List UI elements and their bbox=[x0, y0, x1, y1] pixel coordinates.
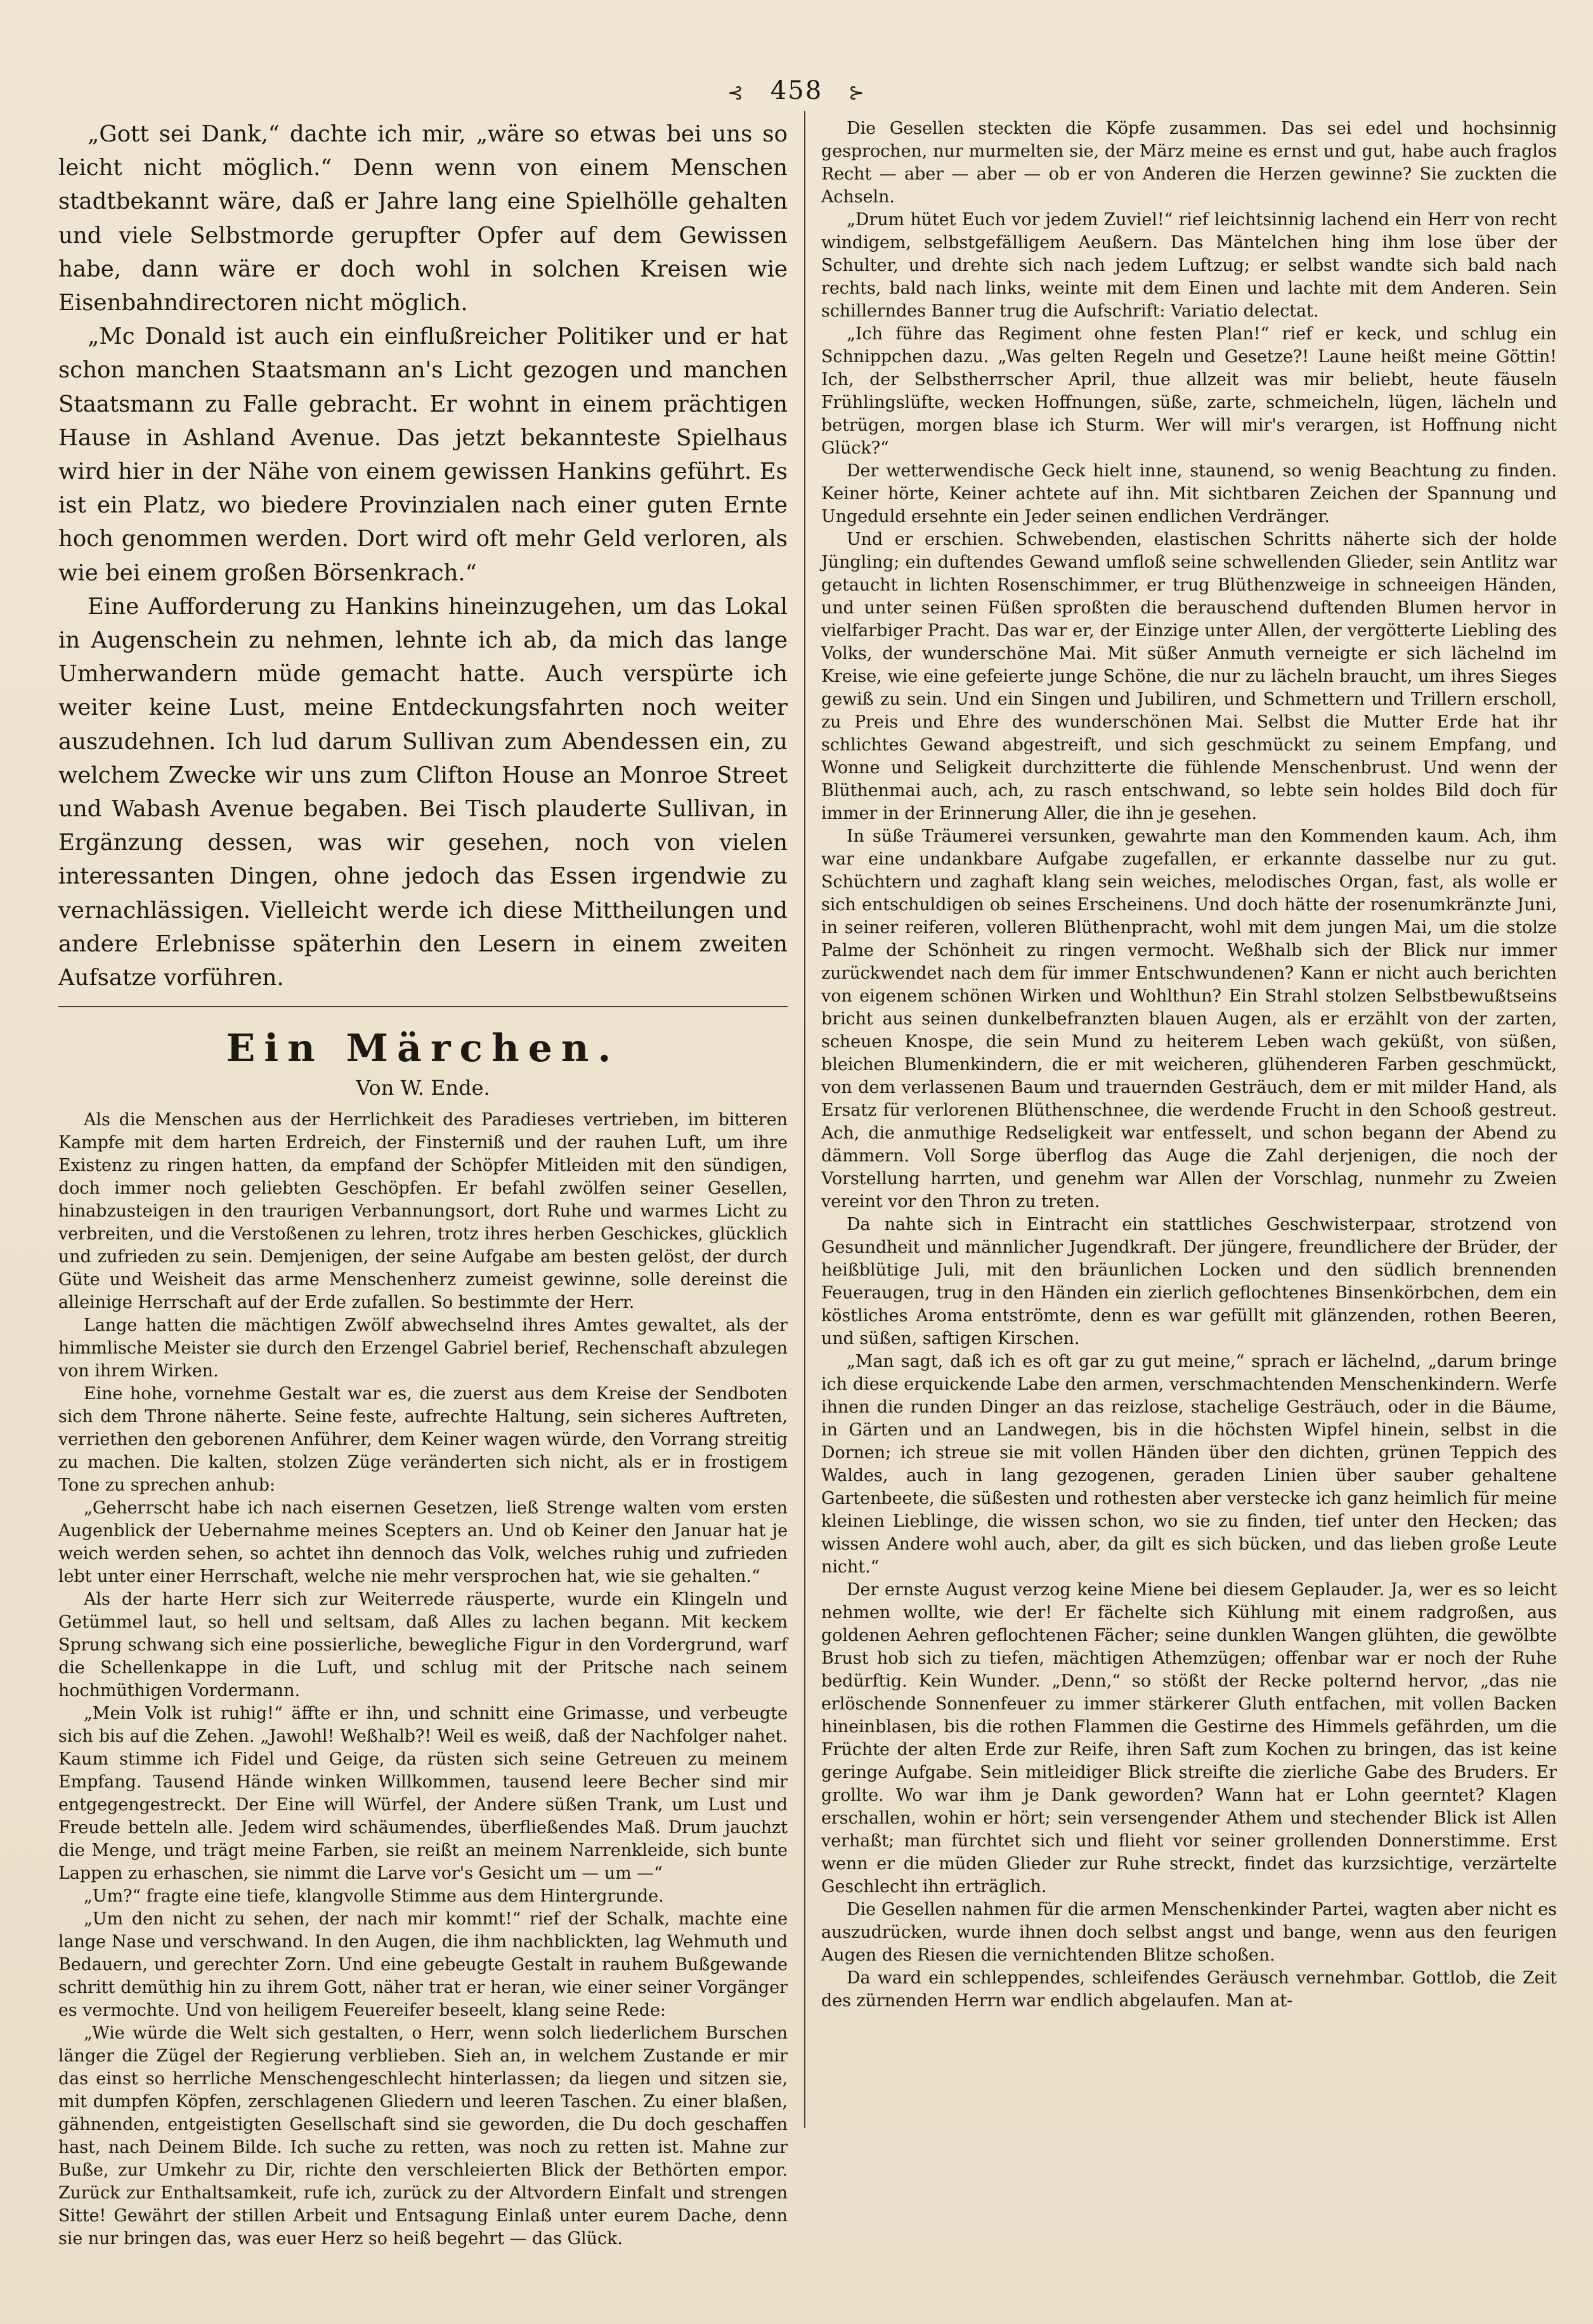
paragraph: „Geherrscht habe ich nach eisernen Gesetzen, ließ Strenge walten vom ersten Augenblick der Uebernahme meines Scepters an. Und ob Keiner den Januar hat je weich werden sehen, so achtet ihn dennoch das Volk, welches ruhig und zufrieden lebt unter einer Herrschaft, welche nie mehr versprochen hat, wie sie gehalten.“ bbox=[58, 1498, 788, 1587]
section-divider bbox=[58, 1006, 788, 1007]
ornament-left-icon: ⊰ bbox=[727, 82, 745, 104]
paragraph: „Gott sei Dank,“ dachte ich mir, „wäre so etwas bei uns so leicht nicht möglich.“ Denn wenn von einem Menschen stadtbekannt wäre, daß er Jahre lang eine Spielhölle gehalten und viele Selbstmorde gerupfter Opfer auf dem Gewissen habe, dann wäre er doch wohl in solchen Kreisen wie Eisenbahndirectoren nicht möglich. bbox=[58, 121, 788, 317]
paragraph: Da ward ein schleppendes, schleifendes Geräusch vernehmbar. Gottlob, die Zeit des zürnenden Herrn war endlich abgelaufen. Man at- bbox=[821, 1968, 1557, 2011]
paragraph: In süße Träumerei versunken, gewahrte man den Kommenden kaum. Ach, ihm war eine undankbare Aufgabe zugefallen, er erkannte dasselbe nur zu gut. Schüchtern und zaghaft klang sein weiches, melodisches Organ, fast, als wolle er sich entschuldigen ob seines Erscheinens. Und doch hätte der rosenumkränzte Juni, in seiner reiferen, volleren Blüthenpracht, wohl mit dem jungen Mai, um die stolze Palme der Schönheit zu ringen vermocht. Weßhalb sich der Blick nur immer zurückwendet nach dem für immer Entschwundenen? Kann er nicht auch berichten von eigenem schönen Wirken und Wohlthun? Ein Strahl stolzen Selbstbewußtseins bricht aus seinen dunkelbefranzten blauen Augen, als er erzählt von der zarten, scheuen Knospe, die sein Mund zu heiterem Leben wach geküßt, von süßen, bleichen Blumenkindern, die er mit weicheren, glühenderen Farben geschmückt, von dem verlassenen Baum und trauernden Gesträuch, dem er mit milder Hand, als Ersatz für verlorenen Blüthenschnee, die werdende Frucht in den Schooß gestreut. Ach, die anmuthige Redseligkeit war entfesselt, und schon begann der Abend zu dämmern. Voll Sorge überflog das Auge die Zahl derjenigen, die noch der Vorstellung harrten, und genehm war Allen der Vorschlag, nunmehr zu Zweien vereint vor den Thron zu treten. bbox=[821, 826, 1557, 1211]
page-number: 458 bbox=[770, 76, 823, 105]
paragraph: „Mc Donald ist auch ein einflußreicher Politiker und er hat schon manchen Staatsmann an's Licht gezogen und manchen Staatsmann zu Falle gebracht. Er wohnt in einem prächtigen Hause in Ashland Avenue. Das jetzt bekannteste Spielhaus wird hier in der Nähe von einem gewissen Hankins geführt. Es ist ein Platz, wo biedere Provinzialen nach einer guten Ernte hoch genommen werden. Dort wird oft mehr Geld verloren, als wie bei einem großen Börsenkrach.“ bbox=[58, 323, 788, 586]
paragraph: Die Gesellen steckten die Köpfe zusammen. Das sei edel und hochsinnig gesprochen, nur murmelten sie, der März meine es ernst und gut, habe auch fraglos Recht — aber — aber — ob er von Anderen die Herzen gewinne? Sie zuckten die Achseln. bbox=[821, 119, 1557, 207]
column-divider bbox=[804, 111, 805, 2128]
paragraph: Eine hohe, vornehme Gestalt war es, die zuerst aus dem Kreise der Sendboten sich dem Throne näherte. Seine feste, aufrechte Haltung, sein sicheres Auftreten, verriethen den geborenen Anführer, dem Keiner wagen würde, den Vorrang streitig zu machen. Die kalten, stolzen Züge veränderten sich nicht, als er in frostigem Tone zu sprechen anhub: bbox=[58, 1384, 788, 1496]
left-column bbox=[58, 117, 788, 2250]
paragraph: „Mein Volk ist ruhig!“ äffte er ihn, und schnitt eine Grimasse, und verbeugte sich bis auf die Zehen. „Jawohl! Weßhalb?! Weil es weiß, daß der Nachfolger nahet. Kaum stimme ich Fidel und Geige, da rüsten sich seine Getreuen zu meinem Empfang. Tausend Hände winken Willkommen, tausend leere Becher sind mir entgegengestreckt. Der Eine will Würfel, der Andere süßen Trank, um Lust und Freude betteln alle. Jedem wird schäumendes, überfließendes Maß. Drum jauchzt die Menge, und trägt meine Farben, sie reißt an meinem Narrenkleide, sich bunte Lappen zu erhaschen, sie nimmt die Larve vor's Gesicht um — um —“ bbox=[58, 1704, 788, 1884]
paragraph: „Man sagt, daß ich es oft gar zu gut meine,“ sprach er lächelnd, „darum bringe ich diese erquickende Labe den armen, verschmachtenden Menschenkindern. Werfe ihnen die runden Dinger an das reizlose, stachelige Gesträuch, oder in die Bäume, in Gärten und an Landwegen, bis in die höchsten Wipfel hinein, selbst in die Dornen; ich streue sie mit vollen Händen über den dichten, grünen Teppich des Waldes, auch in lang gezogenen, geraden Linien über sauber gehaltene Gartenbeete, die süßesten und rothesten aber verstecke ich ganz heimlich für meine kleinen Lieblinge, die wissen schon, wo sie zu finden, tief unter den Hecken; das wissen Andere wohl auch, aber, da gilt es sich bücken, und das lieben große Leute nicht.“ bbox=[821, 1352, 1557, 1577]
paragraph: Als die Menschen aus der Herrlichkeit des Paradieses vertrieben, im bitteren Kampfe mit dem harten Erdreich, der Finsterniß und der rauhen Luft, um ihre Existenz zu ringen hatten, da empfand der Schöpfer Mitleiden mit den sündigen, doch immer noch geliebten Geschöpfen. Er befahl zwölfen seiner Gesellen, hinabzusteigen in den traurigen Verbannungsort, dort Ruhe und warmes Licht zu verbreiten, und die Verstoßenen zu lehren, trotz ihres herben Geschickes, glücklich und zufrieden zu sein. Demjenigen, der seine Aufgabe am besten gelöst, der durch Güte und Weisheit das arme Menschenherz zumeist gewinne, solle dereinst die alleinige Herrschaft auf der Erde zufallen. So bestimmte der Herr. bbox=[58, 1110, 788, 1313]
paragraph: „Um?“ fragte eine tiefe, klangvolle Stimme aus dem Hintergrunde. bbox=[84, 1886, 664, 1907]
paragraph: „Um den nicht zu sehen, der nach mir kommt!“ rief der Schalk, machte eine lange Nase und verschwand. In den Augen, die ihm nachblickten, lag Wehmuth und Bedauern, und gerechter Zorn. Und eine gebeugte Gestalt in rauhem Bußgewande schritt demüthig hin zu ihrem Gott, näher trat er heran, wie einer seiner Vorgänger es vermochte. Und von heiligem Feuereifer beseelt, klang seine Rede: bbox=[58, 1909, 788, 2021]
paragraph: Der wetterwendische Geck hielt inne, staunend, so wenig Beachtung zu finden. Keiner hörte, Keiner achtete auf ihn. Mit sichtbaren Zeichen der Spannung und Ungeduld ersehnte ein Jeder seinen endlichen Verdränger. bbox=[821, 461, 1557, 526]
story-body bbox=[58, 1109, 788, 2250]
paragraph: Der ernste August verzog keine Miene bei diesem Geplauder. Ja, wer es so leicht nehmen wollte, wie der! Er fächelte sich Kühlung mit einem radgroßen, aus goldenen Aehren geflochtenen Fächer; seine dunklen Wangen glühten, die gewölbte Brust hob sich zu tiefen, mächtigen Athemzügen; offenbar war er noch der Ruhe bedürftig. Kein Wunder. „Denn,“ so stößt der Recke polternd hervor, „das nie erlöschende Sonnenfeuer zu immer stärkerer Gluth entfachen, mit vollen Backen hineinblasen, bis die rothen Flammen die Gestirne des Himmels gefährden, um die Früchte der alten Erde zur Reife, ihren Saft zum Kochen zu bringen, das ist keine geringe Aufgabe. Sein mitleidiger Blick streifte die zierliche Gabe des Bruders. Er grollte. Wo war ihm je Dank geworden? Wann hat er Lohn geerntet? Klagen erschallen, wohin er hört; sein versengender Athem und stechender Blick ist Allen verhaßt; man fürchtet sich und flieht vor seiner grollenden Donnerstimme. Erst wenn er die müden Glieder zur Ruhe streckt, findet das kurzsichtige, verzärtelte Geschlecht ihn erträglich. bbox=[821, 1580, 1557, 1896]
story-title: Ein Märchen. bbox=[226, 1026, 620, 1071]
paragraph: „Ich führe das Regiment ohne festen Plan!“ rief er keck, und schlug ein Schnippchen dazu. „Was gelten Regeln und Gesetze?! Laune heißt meine Göttin! Ich, der Selbstherrscher April, thue allzeit was mir beliebt, heute fäuseln Frühlingslüfte, wecken Hoffnungen, süße, zarte, schmeicheln, lügen, lächeln und betrügen, morgen blase ich Sturm. Wer will mir's verargen, ist Hoffnung nicht Glück?“ bbox=[821, 324, 1557, 458]
right-column bbox=[821, 117, 1557, 2013]
paragraph: Da nahte sich in Eintracht ein stattliches Geschwisterpaar, strotzend von Gesundheit und männlicher Jugendkraft. Der jüngere, freundlichere der Brüder, der heißblütige Juli, mit den bräunlichen Locken und den südlich brennenden Feueraugen, trug in den Händen ein zierlich geflochtenes Binsenkörbchen, dem ein köstliches Aroma entströmte, denn es war gefüllt mit glänzenden, rothen Beeren, und süßen, saftigen Kirschen. bbox=[821, 1215, 1557, 1348]
paragraph: Die Gesellen nahmen für die armen Menschenkinder Partei, wagten aber nicht es auszudrücken, wurde ihnen doch selbst angst und bange, wenn aus den feurigen Augen des Riesen die vernichtenden Blitze schoßen. bbox=[821, 1900, 1557, 1965]
paragraph: Als der harte Herr sich zur Weiterrede räusperte, wurde ein Klingeln und Getümmel laut, so hell und seltsam, daß Alles zu lachen begann. Mit keckem Sprung schwang sich eine possierliche, bewegliche Figur in den Vordergrund, warf die Schellenkappe in die Luft, und schlug mit der Pritsche nach seinem hochmüthigen Vordermann. bbox=[58, 1590, 788, 1701]
page-header bbox=[0, 76, 1593, 105]
article-continuation bbox=[58, 117, 788, 995]
paragraph: „Wie würde die Welt sich gestalten, o Herr, wenn solch liederlichem Burschen länger die Zügel der Regierung verblieben. Sieh an, in welchem Zustande er mir das einst so herrliche Menschengeschlecht hinterlassen; da liegen und sitzen sie, mit dumpfen Köpfen, zerschlagenen Gliedern und leeren Taschen. Zu einer blaßen, gähnenden, entgeistigten Gesellschaft sind sie geworden, die Du doch geschaffen hast, nach Deinem Bilde. Ich suche zu retten, was noch zu retten ist. Mahne zur Buße, zur Umkehr zu Dir, richte den verschleierten Blick der Bethörten empor. Zurück zur Enthaltsamkeit, rufe ich, zurück zu der Altvordern Einfalt und strengen Sitte! Gewährt der stillen Arbeit und Entsagung Einlaß unter eurem Dache, denn sie nur bringen das, was euer Herz so heiß begehrt — das Glück. bbox=[58, 2023, 788, 2249]
paragraph: „Drum hütet Euch vor jedem Zuviel!“ rief leichtsinnig lachend ein Herr von recht windigem, selbstgefälligem Aeußern. Das Mäntelchen hing ihm lose über der Schulter, und drehte sich nach jedem Luftzug; er selbst wandte sich bald nach rechts, bald nach links, weinte mit dem Einen und lachte mit dem Anderen. Sein schillerndes Banner trug die Aufschrift: Variatio delectat. bbox=[821, 210, 1557, 321]
paragraph: Lange hatten die mächtigen Zwölf abwechselnd ihres Amtes gewaltet, als der himmlische Meister sie durch den Erzengel Gabriel berief, Rechenschaft abzulegen von ihrem Wirken. bbox=[58, 1315, 788, 1381]
paragraph: Eine Aufforderung zu Hankins hineinzugehen, um das Lokal in Augenschein zu nehmen, lehnte ich ab, da mich das lange Umherwandern müde gemacht hatte. Auch verspürte ich weiter keine Lust, meine Entdeckungsfahrten noch weiter auszudehnen. Ich lud darum Sullivan zum Abendessen ein, zu welchem Zwecke wir uns zum Clifton House an Monroe Street und Wabash Avenue begaben. Bei Tisch plauderte Sullivan, in Ergänzung dessen, was wir gesehen, noch von vielen interessanten Dingen, ohne jedoch das Essen irgendwie zu vernachlässigen. Vielleicht werde ich diese Mittheilungen und andere Erlebnisse späterhin den Lesern in einem zweiten Aufsatze vorführen. bbox=[58, 593, 788, 991]
ornament-right-icon: ⊱ bbox=[848, 82, 866, 104]
story-author: Von W. Ende. bbox=[356, 1076, 490, 1100]
paragraph: Und er erschien. Schwebenden, elastischen Schritts näherte sich der holde Jüngling; ein duftendes Gewand umfloß seine schwellenden Glieder, sein Antlitz war getaucht in lichten Rosenschimmer, er trug Blüthenzweige in schneeigen Händen, und unter seinen Füßen sproßten die berauschend duftenden Blumen hervor in vielfarbiger Pracht. Das war er, der Einzige unter Allen, der vergötterte Liebling des Volks, der wunderschöne Mai. Mit süßer Anmuth verneigte er sich lächelnd im Kreise, wie eine gefeierte junge Schöne, die nur zu lächeln braucht, um ihres Sieges gewiß zu sein. Und ein Singen und Jubiliren, und Schmettern und Trillern erscholl, zu Preis und Ehre des wunderschönen Mai. Selbst die Mutter Erde hat ihr schlichtes Gewand abgestreift, und sich geschmückt zu seinem Empfang, und Wonne und Seligkeit durchzitterte die fühlende Menschenbrust. Und wenn der Blüthenmai auch, ach, zu rasch entschwand, so lebte sein holdes Bild doch für immer in der Erinnerung Aller, die ihn je gesehen. bbox=[821, 530, 1557, 823]
